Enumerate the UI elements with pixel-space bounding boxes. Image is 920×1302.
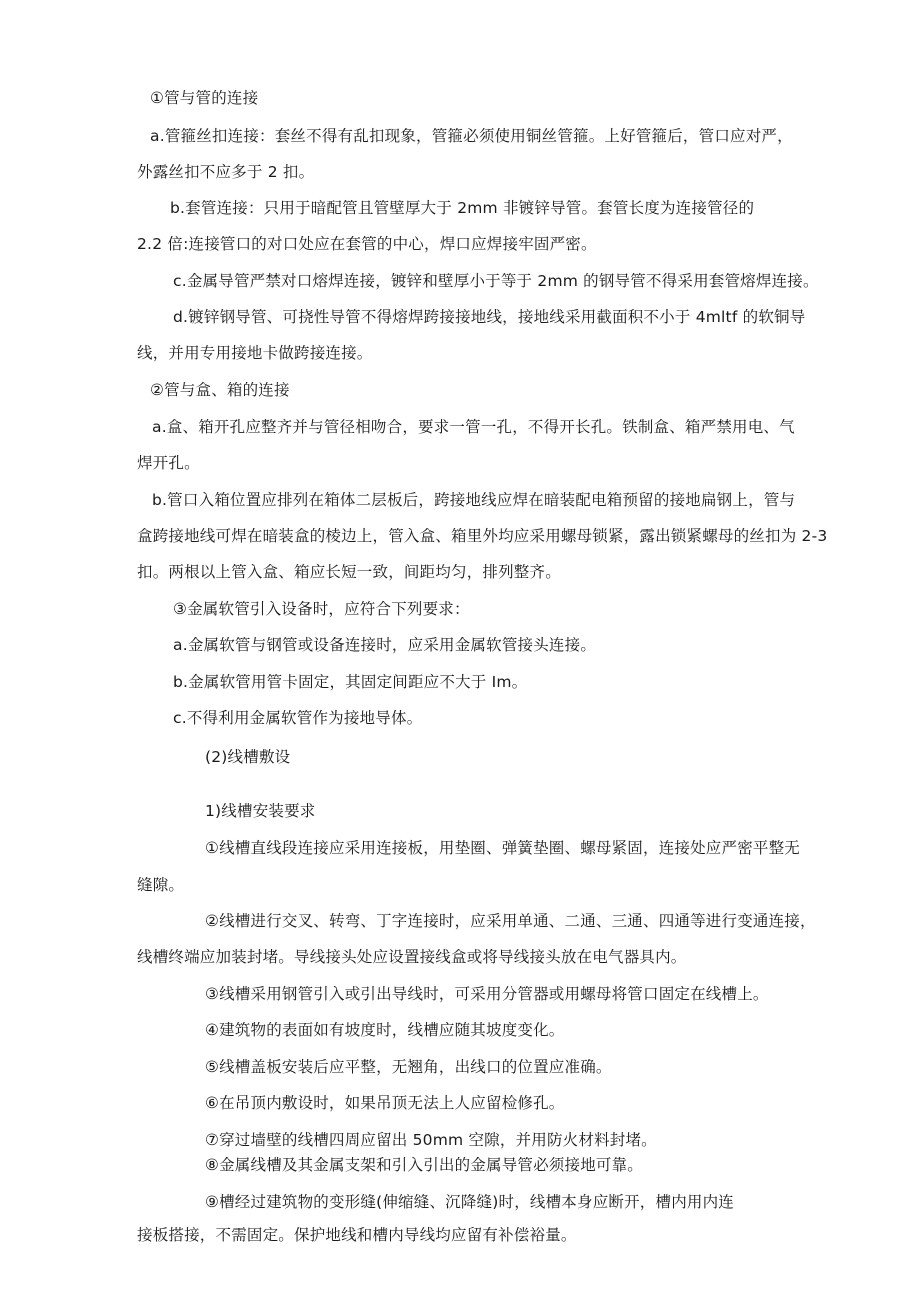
heading-flexible-conduit: ③金属软管引入设备时，应符合下列要求： [173, 600, 470, 618]
paragraph-line: ⑦穿过墙壁的线槽四周应留出 50mm 空隙，并用防火材料封堵。 [205, 1131, 657, 1149]
paragraph-line: 扣。两根以上管入盒、箱应长短一致，间距均匀，排列整齐。 [137, 563, 561, 581]
paragraph-line: a.管箍丝扣连接：套丝不得有乱扣现象，管箍必须使用铜丝管箍。上好管箍后，管口应对严， [150, 127, 793, 145]
paragraph-line: 缝隙。 [137, 876, 185, 894]
paragraph-line: b.管口入箱位置应排列在箱体二层板后，跨接地线应焊在暗装配电箱预留的接地扁钢上，管与 [152, 491, 796, 509]
paragraph-line: b.套管连接：只用于暗配管且管壁厚大于 2mm 非镀锌导管。套管长度为连接管径的 [170, 199, 755, 217]
paragraph-line: ⑥在吊顶内敷设时，如果吊顶无法上人应留检修孔。 [205, 1094, 565, 1112]
paragraph-line: ①线槽直线段连接应采用连接板，用垫圈、弹簧垫圈、螺母紧固，连接处应严密平整无 [205, 839, 800, 857]
paragraph-line: a.盒、箱开孔应整齐并与管径相吻合，要求一管一孔，不得开长孔。铁制盒、箱严禁用电、气 [152, 418, 795, 436]
heading-pipe-to-box: ②管与盒、箱的连接 [150, 381, 290, 399]
paragraph-line: ④建筑物的表面如有坡度时，线槽应随其坡度变化。 [205, 1021, 565, 1039]
paragraph-line: 焊开孔。 [137, 454, 200, 472]
paragraph-line: ②线槽进行交叉、转弯、丁字连接时，应采用单通、二通、三通、四通等进行变通连接， [205, 912, 816, 930]
paragraph-line: 外露丝扣不应多于 2 扣。 [137, 163, 315, 181]
paragraph-line: c.不得利用金属软管作为接地导体。 [173, 709, 423, 727]
paragraph-line: c.金属导管严禁对口熔焊连接，镀锌和壁厚小于等于 2mm 的钢导管不得采用套管熔焊连接。 [173, 272, 819, 290]
paragraph-line: ⑤线槽盖板安装后应平整，无翘角，出线口的位置应准确。 [205, 1058, 612, 1076]
paragraph-line: 2.2 倍:连接管口的对口处应在套管的中心，焊口应焊接牢固严密。 [137, 235, 597, 253]
paragraph-line: ⑨槽经过建筑物的变形缝(伸缩缝、沉降缝)时，线槽本身应断开，槽内用内连 [205, 1193, 734, 1211]
paragraph-line: ⑧金属线槽及其金属支架和引入引出的金属导管必须接地可靠。 [205, 1156, 643, 1174]
paragraph-line: 线，并用专用接地卡做跨接连接。 [137, 344, 373, 362]
heading-pipe-to-pipe: ①管与管的连接 [150, 89, 259, 107]
section-heading-trunking: (2)线槽敷设 [205, 748, 291, 766]
paragraph-line: a.金属软管与钢管或设备连接时，应采用金属软管接头连接。 [173, 636, 597, 654]
paragraph-line: 盒跨接地线可焊在暗装盒的棱边上，管入盒、箱里外均应采用螺母锁紧，露出锁紧螺母的丝扣为 2-3 [137, 527, 828, 545]
paragraph-line: d.镀锌钢导管、可挠性导管不得熔焊跨接接地线，接地线采用截面积不小于 4mltf 的软铜导 [173, 308, 806, 326]
paragraph-line: 接板搭接，不需固定。保护地线和槽内导线均应留有补偿裕量。 [137, 1226, 577, 1244]
paragraph-line: ③线槽采用钢管引入或引出导线时，可采用分管器或用螺母将管口固定在线槽上。 [205, 985, 769, 1003]
subsection-heading-install: 1)线槽安装要求 [205, 802, 316, 820]
paragraph-line: 线槽终端应加装封堵。导线接头处应设置接线盒或将导线接头放在电气器具内。 [137, 948, 687, 966]
paragraph-line: b.金属软管用管卡固定，其固定间距应不大于 Im。 [173, 673, 528, 691]
